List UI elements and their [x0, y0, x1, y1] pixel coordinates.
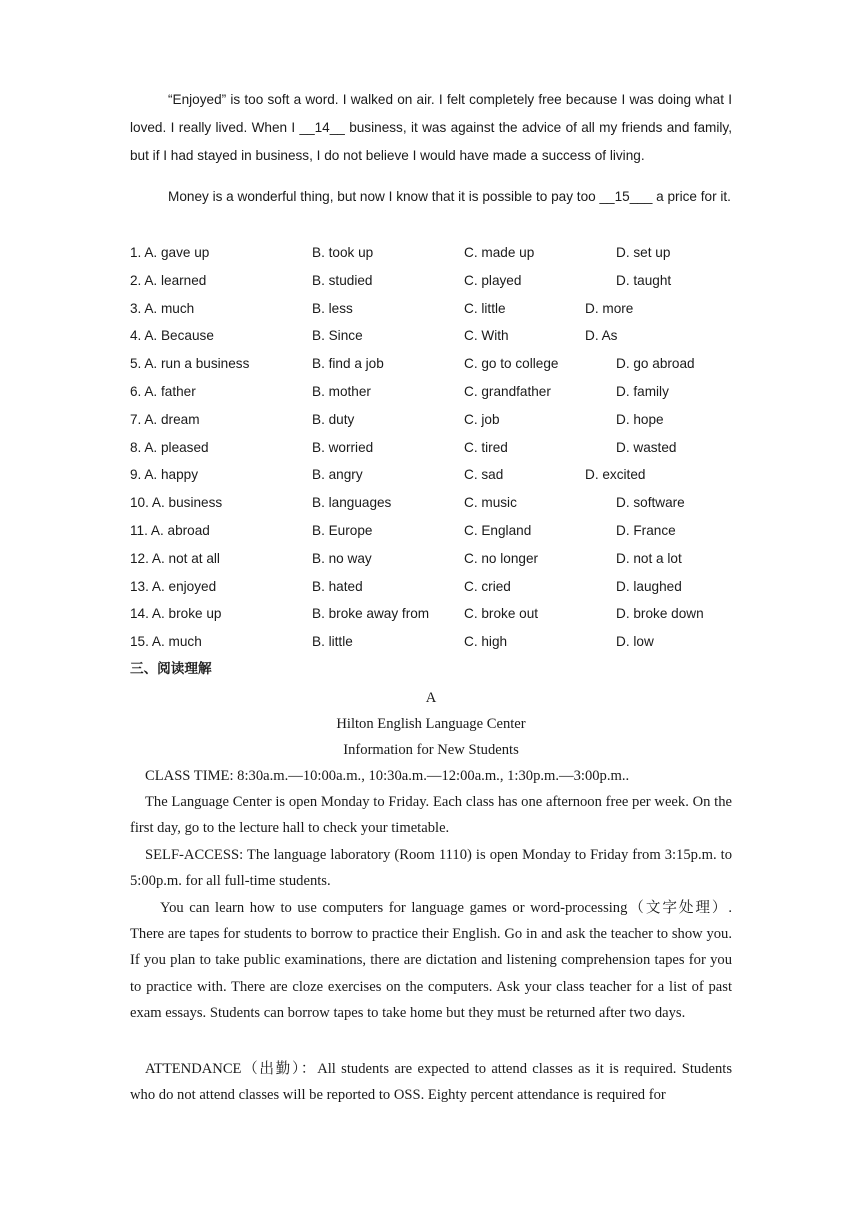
option-c: C. sad: [464, 467, 504, 483]
option-c: C. tired: [464, 439, 508, 455]
passage-paragraph-2: Money is a wonderful thing, but now I know that it is possible to pay too __15___ a price for it.: [168, 189, 731, 204]
option-c: C. little: [464, 300, 506, 316]
option-b: B. studied: [312, 272, 373, 288]
option-a: 9. A. happy: [130, 467, 199, 483]
passage-label: A: [425, 690, 437, 706]
option-d: D. not a lot: [616, 550, 682, 566]
option-b: B. duty: [312, 411, 355, 427]
option-a: 5. A. run a business: [130, 356, 250, 372]
option-d: D. hope: [616, 411, 664, 427]
option-b: B. broke away from: [312, 606, 430, 622]
option-b: B. no way: [312, 550, 372, 566]
option-a: 14. A. broke up: [130, 606, 222, 622]
option-row: [130, 239, 740, 267]
option-a: 2. A. learned: [130, 272, 207, 288]
option-a: 3. A. much: [130, 300, 195, 316]
passage-subtitle: Information for New Students: [343, 742, 519, 758]
passage-title: Hilton English Language Center: [336, 716, 526, 732]
option-d: D. laughed: [616, 578, 682, 594]
option-d: D. low: [616, 634, 654, 650]
option-b: B. little: [312, 634, 353, 650]
option-a: 7. A. dream: [130, 411, 200, 427]
option-d: D. taught: [616, 272, 672, 288]
option-c: C. broke out: [464, 606, 539, 622]
option-row: [130, 434, 740, 462]
option-d: D. more: [585, 300, 634, 316]
option-d: D. set up: [616, 245, 671, 260]
option-b: B. hated: [312, 578, 363, 594]
option-c: C. job: [464, 411, 500, 427]
option-d: D. go abroad: [616, 356, 695, 372]
option-row: [130, 573, 740, 601]
option-a: 6. A. father: [130, 383, 196, 399]
option-row: [130, 628, 740, 656]
option-a: 10. A. business: [130, 495, 223, 511]
option-c: C. high: [464, 634, 508, 650]
option-a: 12. A. not at all: [130, 550, 220, 566]
option-b: B. find a job: [312, 356, 384, 372]
option-row: [130, 322, 740, 350]
option-d: D. wasted: [616, 439, 677, 455]
option-row: [130, 600, 740, 628]
open-days-paragraph: The Language Center is open Monday to Friday. Each class has one afternoon free per week. On the first day, go to the lecture hall to check your timetable.: [130, 794, 732, 837]
passage-paragraph-1: “Enjoyed” is too soft a word. I walked on air. I felt completely free because I was doing what I loved. I really lived. When I __14__ business, it was against the advice of all my friends and family, but if I had stayed in business, I do not believe I would have made a success of living.: [130, 92, 732, 163]
option-b: B. Since: [312, 328, 363, 344]
attendance-paragraph: ATTENDANCE（出勤）：All students are expected to attend classes as it is required. Students who do not attend classes will be reported to OSS. Eighty percent attendance is required for: [130, 1061, 732, 1104]
option-row: [130, 489, 740, 517]
computers-paragraph: You can learn how to use computers for language games or word-processing（文字处理）. There are tapes for students to borrow to practice their English. Go in and ask the teacher to show you. If you plan to take public examinations, there are dictation and listening comprehension tapes for you to practice with. There are cloze exercises on the computers. Ask your class teacher for a list of past exam essays. Students can borrow tapes to take home but they must be returned after two days.: [130, 900, 732, 1021]
option-row: [130, 461, 740, 489]
option-c: C. made up: [464, 245, 535, 260]
option-a: 13. A. enjoyed: [130, 578, 217, 594]
option-a: 8. A. pleased: [130, 439, 209, 455]
option-row: [130, 350, 740, 378]
option-row: [130, 545, 740, 573]
option-row: [130, 378, 740, 406]
option-a: 1. A. gave up: [130, 245, 210, 260]
option-row: [130, 295, 740, 323]
option-b: B. mother: [312, 383, 371, 399]
option-d: D. software: [616, 495, 685, 511]
option-a: 11. A. abroad: [130, 522, 210, 538]
option-c: C. no longer: [464, 550, 539, 566]
option-row: [130, 267, 740, 295]
option-d: D. excited: [585, 467, 646, 483]
option-d: D. broke down: [616, 606, 704, 622]
self-access-paragraph: SELF-ACCESS: The language laboratory (Room 1110) is open Monday to Friday from 3:15p.m. to 5:00p.m. for all full-time students.: [130, 847, 732, 890]
option-a: 15. A. much: [130, 634, 202, 650]
option-d: D. France: [616, 522, 676, 538]
option-c: C. With: [464, 328, 509, 344]
option-row: [130, 406, 740, 434]
option-c: C. cried: [464, 578, 511, 594]
option-b: B. angry: [312, 467, 363, 483]
option-c: C. played: [464, 272, 522, 288]
option-row: [130, 517, 740, 545]
option-d: D. As: [585, 328, 618, 344]
option-b: B. less: [312, 300, 353, 316]
option-b: B. Europe: [312, 522, 373, 538]
option-b: B. took up: [312, 245, 374, 260]
answer-options-list: [130, 239, 740, 656]
option-a: 4. A. Because: [130, 328, 214, 344]
option-c: C. England: [464, 522, 532, 538]
option-b: B. languages: [312, 495, 392, 511]
section-title: 三、阅读理解: [130, 661, 212, 677]
option-c: C. go to college: [464, 356, 559, 372]
option-c: C. grandfather: [464, 383, 551, 399]
option-c: C. music: [464, 495, 517, 511]
class-time-paragraph: CLASS TIME: 8:30a.m.—10:00a.m., 10:30a.m.—12:00a.m., 1:30p.m.—3:00p.m..: [145, 768, 630, 784]
option-d: D. family: [616, 383, 669, 399]
option-b: B. worried: [312, 439, 374, 455]
